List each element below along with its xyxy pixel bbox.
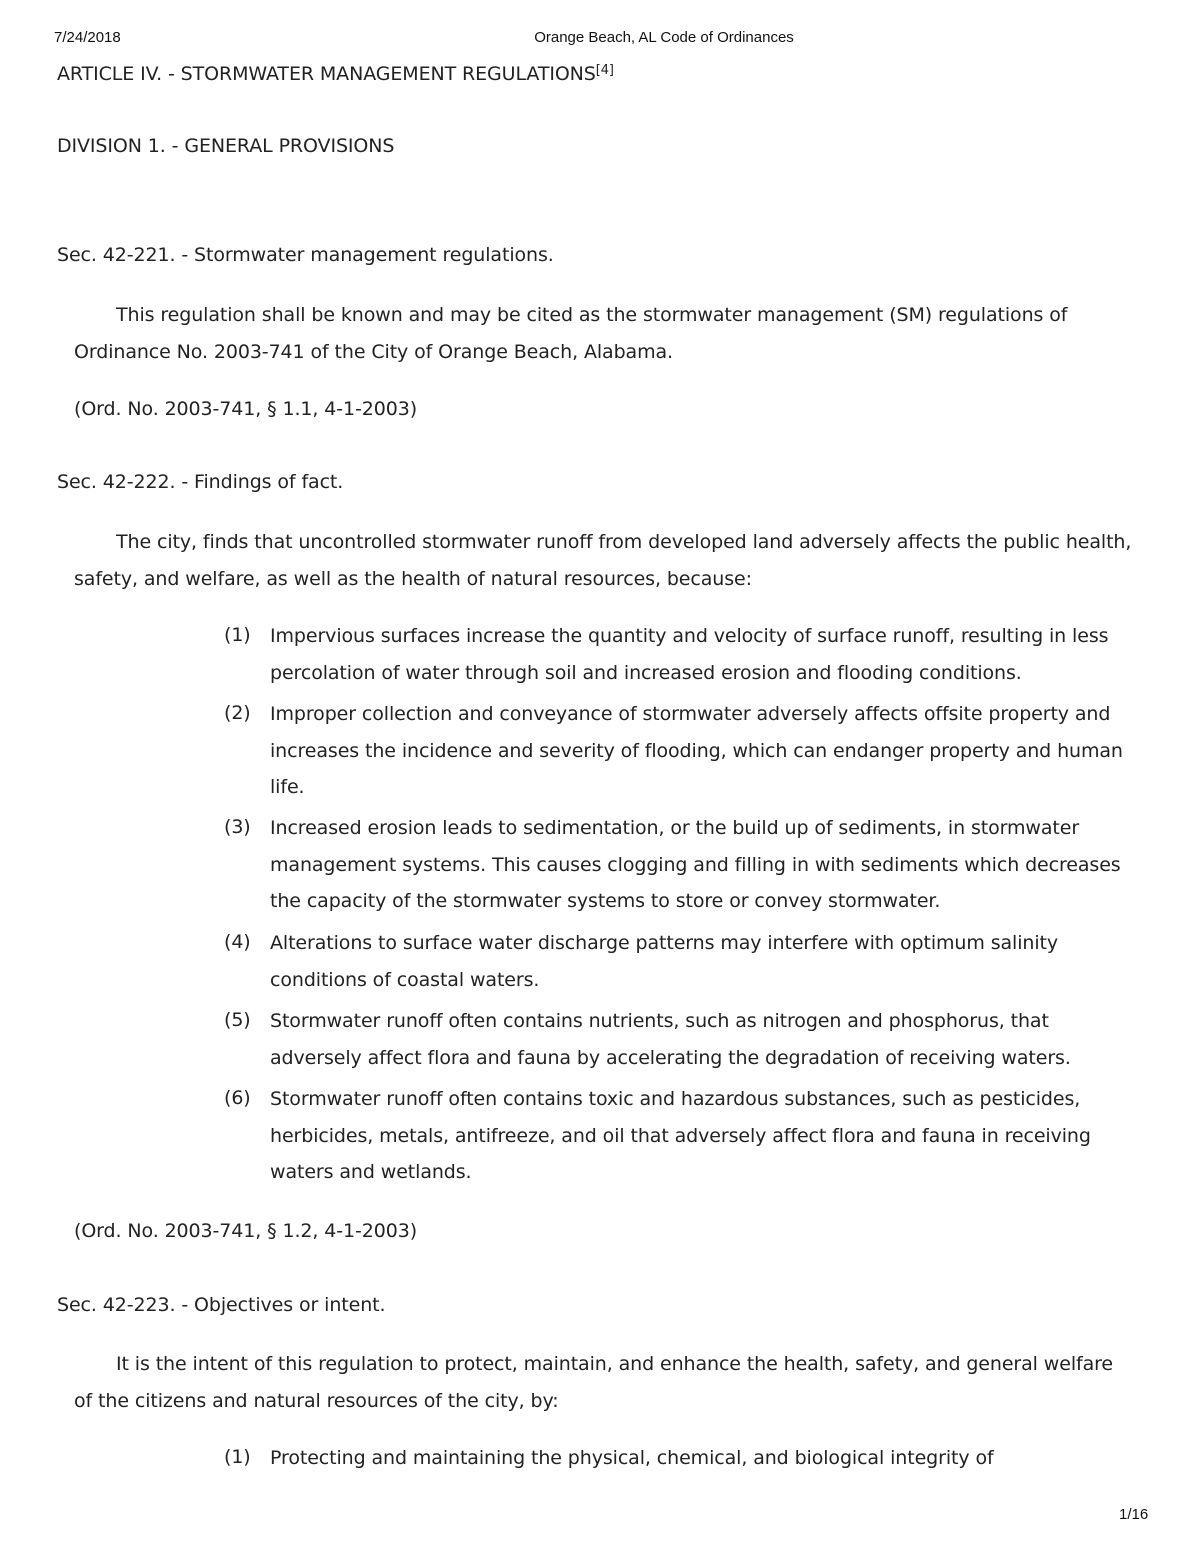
list-item-text: Alterations to surface water discharge patterns may interfere with optimum salinity conditions of coastal waters. xyxy=(270,932,1059,991)
section-history: (Ord. No. 2003-741, § 1.1, 4-1-2003) xyxy=(74,398,418,420)
article-title: ARTICLE IV. - STORMWATER MANAGEMENT REGULATIONS xyxy=(57,63,596,85)
section-paragraph: It is the intent of this regulation to protect, maintain, and enhance the health, safety, and general welfare of the citizens and natural resources of the city, by: xyxy=(74,1353,1114,1412)
list-item-number: (3) xyxy=(224,816,251,838)
list-item-number: (1) xyxy=(224,1446,251,1468)
division-heading: DIVISION 1. - GENERAL PROVISIONS xyxy=(57,135,395,157)
list-item-number: (4) xyxy=(224,931,251,953)
section-title: Sec. 42-223. - Objectives or intent. xyxy=(57,1294,386,1316)
section-paragraph: This regulation shall be known and may be cited as the stormwater management (SM) regulations of Ordinance No. 2003-741 of the City of Orange Beach, Alabama. xyxy=(74,304,1068,363)
list-item-text: Impervious surfaces increase the quantity and velocity of surface runoff, resulting in less percolation of water through soil and increased erosion and flooding conditions. xyxy=(270,625,1109,684)
list-item-number: (1) xyxy=(224,624,251,646)
list-item-text: Increased erosion leads to sedimentation, or the build up of sediments, in stormwater management systems. This causes clogging and filling in with sediments which decreases the capacity of the stormwater systems to store or convey stormwater. xyxy=(270,817,1121,912)
article-footnote-link[interactable]: [4] xyxy=(595,63,614,78)
list-item-number: (2) xyxy=(224,702,251,724)
print-title: Orange Beach, AL Code of Ordinances xyxy=(534,29,794,46)
print-date: 7/24/2018 xyxy=(54,29,121,46)
article-heading xyxy=(57,63,614,85)
section-history: (Ord. No. 2003-741, § 1.2, 4-1-2003) xyxy=(74,1220,418,1242)
page-number: 1/16 xyxy=(1119,1506,1149,1523)
section-title: Sec. 42-221. - Stormwater management regulations. xyxy=(57,244,554,266)
list-item-number: (5) xyxy=(224,1009,251,1031)
list-item-text: Protecting and maintaining the physical, chemical, and biological integrity of xyxy=(270,1447,994,1469)
list-item-text: Stormwater runoff often contains toxic and hazardous substances, such as pesticides, herbicides, metals, antifreeze, and oil that adversely affect flora and fauna in receiving waters and wetlands. xyxy=(270,1088,1091,1183)
list-item-text: Improper collection and conveyance of stormwater adversely affects offsite property and increases the incidence and severity of flooding, which can endanger property and human life. xyxy=(270,703,1123,798)
section-title: Sec. 42-222. - Findings of fact. xyxy=(57,471,344,493)
list-item-number: (6) xyxy=(224,1087,251,1109)
list-item-text: Stormwater runoff often contains nutrients, such as nitrogen and phosphorus, that adversely affect flora and fauna by accelerating the degradation of receiving waters. xyxy=(270,1010,1071,1069)
section-paragraph: The city, finds that uncontrolled stormwater runoff from developed land adversely affects the public health, safety, and welfare, as well as the health of natural resources, because: xyxy=(74,531,1132,590)
